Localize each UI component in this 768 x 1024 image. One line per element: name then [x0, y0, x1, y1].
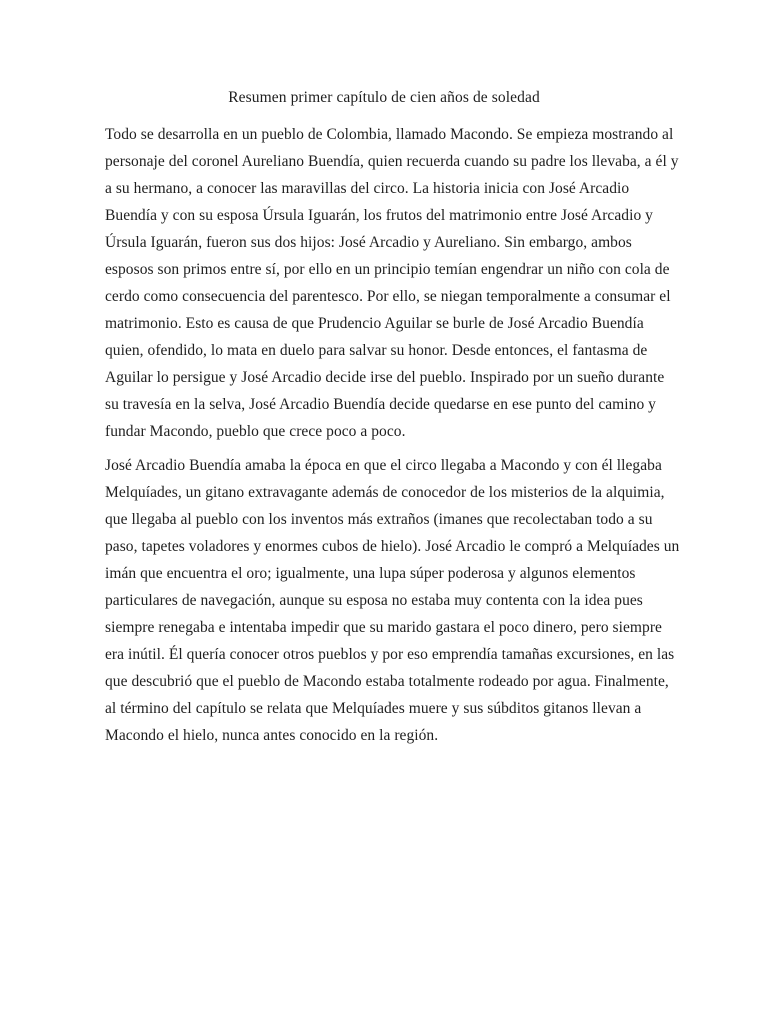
text-line: Aguilar lo persigue y José Arcadio decide irse del pueblo. Inspirado por un sueño durante: [105, 369, 665, 386]
text-line: era inútil. Él quería conocer otros pueblos y por eso emprendía tamañas excursiones, en las: [105, 646, 675, 663]
text-line: fundar Macondo, pueblo que crece poco a poco.: [105, 423, 406, 440]
text-line: que llegaba al pueblo con los inventos más extraños (imanes que recolectaban todo a su: [105, 511, 653, 528]
text-line: José Arcadio Buendía amaba la época en que el circo llegaba a Macondo y con él llegaba: [105, 457, 662, 474]
paragraph-2: [105, 452, 680, 749]
text-line: esposos son primos entre sí, por ello en un principio temían engendrar un niño con cola de: [105, 261, 670, 278]
text-line: Todo se desarrolla en un pueblo de Colombia, llamado Macondo. Se empieza mostrando al: [105, 126, 674, 143]
text-line: que descubrió que el pueblo de Macondo estaba totalmente rodeado por agua. Finalmente,: [105, 673, 669, 690]
text-line: matrimonio. Esto es causa de que Prudencio Aguilar se burle de José Arcadio Buendía: [105, 315, 644, 332]
text-line: paso, tapetes voladores y enormes cubos de hielo). José Arcadio le compró a Melquíades un: [105, 538, 680, 555]
text-line: cerdo como consecuencia del parentesco. Por ello, se niegan temporalmente a consumar el: [105, 288, 671, 305]
paragraph-1: [105, 121, 679, 445]
text-line: imán que encuentra el oro; igualmente, una lupa súper poderosa y algunos elementos: [105, 565, 636, 582]
text-line: Macondo el hielo, nunca antes conocido en la región.: [105, 727, 439, 744]
text-line: su travesía en la selva, José Arcadio Buendía decide quedarse en ese punto del camino y: [105, 396, 656, 413]
text-line: al término del capítulo se relata que Melquíades muere y sus súbditos gitanos llevan a: [105, 700, 642, 717]
text-line: particulares de navegación, aunque su esposa no estaba muy contenta con la idea pues: [105, 592, 643, 609]
text-line: quien, ofendido, lo mata en duelo para salvar su honor. Desde entonces, el fantasma de: [105, 342, 648, 359]
document-title: Resumen primer capítulo de cien años de soledad: [228, 89, 540, 106]
text-line: Buendía y con su esposa Úrsula Iguarán, los frutos del matrimonio entre José Arcadio y: [105, 207, 653, 224]
text-line: Melquíades, un gitano extravagante además de conocedor de los misterios de la alquimia,: [105, 484, 665, 501]
text-line: siempre renegaba e intentaba impedir que su marido gastara el poco dinero, pero siempre: [105, 619, 662, 636]
text-line: personaje del coronel Aureliano Buendía, quien recuerda cuando su padre los llevaba, a él y: [105, 153, 679, 170]
text-line: a su hermano, a conocer las maravillas del circo. La historia inicia con José Arcadio: [105, 180, 630, 197]
text-line: Úrsula Iguarán, fueron sus dos hijos: José Arcadio y Aureliano. Sin embargo, ambos: [105, 234, 632, 251]
